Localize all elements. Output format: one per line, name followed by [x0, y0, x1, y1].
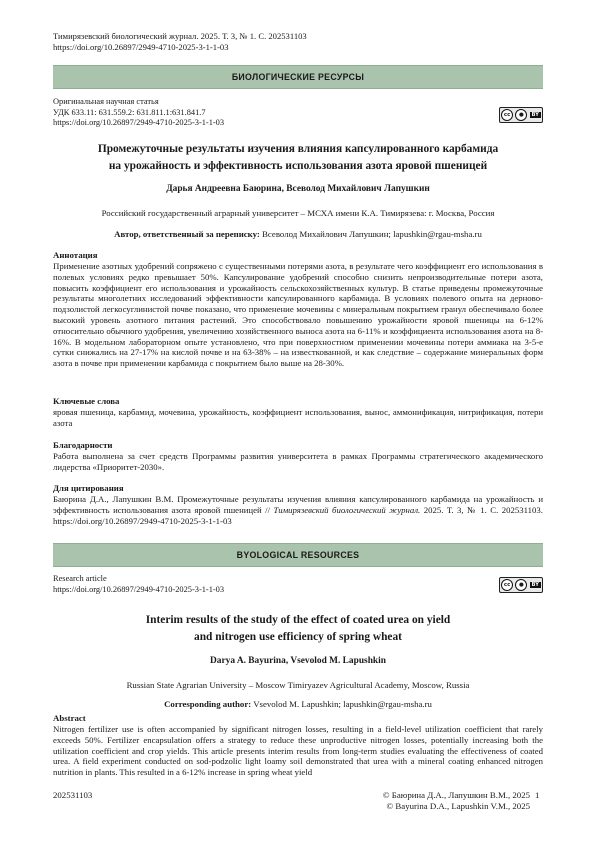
corresponding-author-en — [53, 699, 543, 709]
udc-code: УДК 633.11: 631.559.2: 631.811.1:631.841.7 — [53, 107, 206, 117]
journal-doi-line[interactable]: https://doi.org/10.26897/2949-4710-2025-3-1-1-03 — [53, 42, 229, 52]
affiliation-ru: Российский государственный аграрный университет – МСХА имени К.А. Тимирязева: г. Москва, Россия — [101, 208, 495, 218]
title-en-line1: Interim results of the study of the effect of coated urea on yield — [145, 614, 451, 626]
cc-icon: cc — [501, 109, 513, 121]
keywords-text-ru: яровая пшеница, карбамид, мочевина, урожайность, коэффициент использования, вынос, аммонификация, нитрификация, потери азота — [53, 407, 543, 428]
keywords-heading-ru: Ключевые слова — [53, 396, 120, 406]
title-ru-line2: на урожайность и эффективность использования азота яровой пшеницей — [108, 160, 488, 172]
section-band-en-label: BYOLOGICAL RESOURCES — [236, 550, 360, 560]
article-title-ru — [53, 141, 543, 175]
journal-header — [53, 31, 307, 53]
person-icon: ● — [515, 109, 527, 121]
footer-page-id: 202531103 — [53, 790, 93, 800]
cc-icon: cc — [501, 579, 513, 591]
copyright-en: © Bayurina D.A., Lapushkin V.M., 2025 — [386, 801, 530, 811]
doi-link-en[interactable]: https://doi.org/10.26897/2949-4710-2025-3-1-1-03 — [53, 584, 225, 594]
authors-ru: Дарья Андреевна Баюрина, Всеволод Михайлович Лапушкин — [166, 184, 430, 194]
citation-heading-ru: Для цитирования — [53, 483, 124, 493]
journal-citation-line: Тимирязевский биологический журнал. 2025. Т. 3, № 1. С. 202531103 — [53, 31, 307, 41]
abstract-text-en: Nitrogen fertilizer use is often accompanied by significant nitrogen losses, resulting in a field-level utilization coefficient that rarely exceeds 50%. Fertilizer encapsulation offers a strategy to reduce these unproductive nitrogen losses, potentially increasing both the utilization coefficient and crop yields. This article presents interim results from long-term studies evaluating the effectiveness of coated urea. A field experiment conducted on sod-podzolic light loamy soil demonstrated that urea with a mineral coating enhanced nitrogen nutrition in plants. This resulted in a 6-12% increase in spring wheat yield — [53, 724, 543, 778]
footer-copyright — [330, 790, 530, 812]
doi-link-ru[interactable]: https://doi.org/10.26897/2949-4710-2025-3-1-1-03 — [53, 118, 225, 128]
abstract-text-ru: Применение азотных удобрений сопряжено с существенными потерями азота, в результате чего коэффициент его использования в полевых условиях редко превышает 50%. Капсулирование удобрений способно снизить непроизводительные потери азота, повысить коэффициент его использования и урожайность сельскохозяйственных культур. В статье приведены промежуточные результаты многолетних исследований эффективности капсулированного карбамида. В условиях полевого опыта на дерново-подзолистой легкосуглинистой почве показано, что применение мочевины с минеральным покрытием гранул обеспечивало более высокий уровень азотного питания растений. Это способствовало повышению урожайности яровой пшеницы на 6-12% относительно обычного удобрения, увеличению хозяйственного выноса азота на 6-11% и коэффициента использования азота на 8-16%. В модельном лабораторном опыте установлено, что при поверхностном применении мочевины потери аммиака на 3-5-е сутки снижались на 27-17% на кислой почве и на 63-38% – на известкованной, и как следствие – содержание минеральных форм азота в почве при применении карбамида с покрытием было выше на 28-30%. — [53, 261, 543, 369]
citation-tail: 2025. Т. 3, № 1. С. 202531103. https://doi.org/10.26897/2949-4710-2025-3-1-1-03 — [53, 504, 543, 526]
corr-label-en: Corresponding author: — [164, 699, 252, 709]
affiliation-en: Russian State Agrarian University – Moscow Timiryazev Agricultural Academy, Moscow, Russia — [126, 680, 470, 690]
citation-authors-title: Баюрина Д.А., Лапушкин В.М. Промежуточные результаты изучения влияния капсулированного карбамида на урожайность и эффективность использования азота яровой пшеницей // — [53, 494, 543, 515]
article-title-en — [53, 612, 543, 646]
article-meta-ru — [53, 97, 224, 129]
title-en-line2: and nitrogen use efficiency of spring wheat — [194, 631, 402, 643]
license-badge-en[interactable] — [499, 577, 543, 593]
authors-en: Darya A. Bayurina, Vsevolod M. Lapushkin — [210, 656, 386, 666]
section-band-ru — [53, 65, 543, 89]
corresponding-author-ru — [53, 229, 543, 239]
page-number: 1 — [535, 790, 540, 800]
abstract-heading-ru: Аннотация — [53, 250, 98, 260]
person-icon: ● — [515, 579, 527, 591]
title-ru-line1: Промежуточные результаты изучения влияния капсулированного карбамида — [97, 143, 499, 155]
abstract-heading-en: Abstract — [53, 713, 86, 723]
corr-value-ru[interactable]: Всеволод Михайлович Лапушкин; lapushkin@rgau-msha.ru — [262, 229, 482, 239]
corr-value-en[interactable]: Vsevolod M. Lapushkin; lapushkin@rgau-msha.ru — [253, 699, 432, 709]
license-label: BY — [531, 582, 539, 588]
acknowledgements-text-ru: Работа выполнена за счет средств Программы развития университета в рамках Программы стратегического академического лидерства «Приоритет-2030». — [53, 451, 543, 472]
section-band-en — [53, 543, 543, 567]
section-band-ru-label: БИОЛОГИЧЕСКИЕ РЕСУРСЫ — [231, 72, 365, 82]
article-type-ru: Оригинальная научная статья — [53, 97, 159, 106]
license-label: BY — [531, 112, 539, 118]
corr-label-ru: Автор, ответственный за переписку: — [114, 229, 260, 239]
citation-text-ru — [53, 494, 543, 526]
copyright-ru: © Баюрина Д.А., Лапушкин В.М., 2025 — [382, 790, 530, 800]
license-badge-ru[interactable] — [499, 107, 543, 123]
article-type-en: Research article — [53, 574, 107, 583]
acknowledgements-heading-ru: Благодарности — [53, 440, 113, 450]
citation-journal: Тимирязевский биологический журнал. — [273, 504, 421, 515]
article-meta-en — [53, 574, 224, 595]
